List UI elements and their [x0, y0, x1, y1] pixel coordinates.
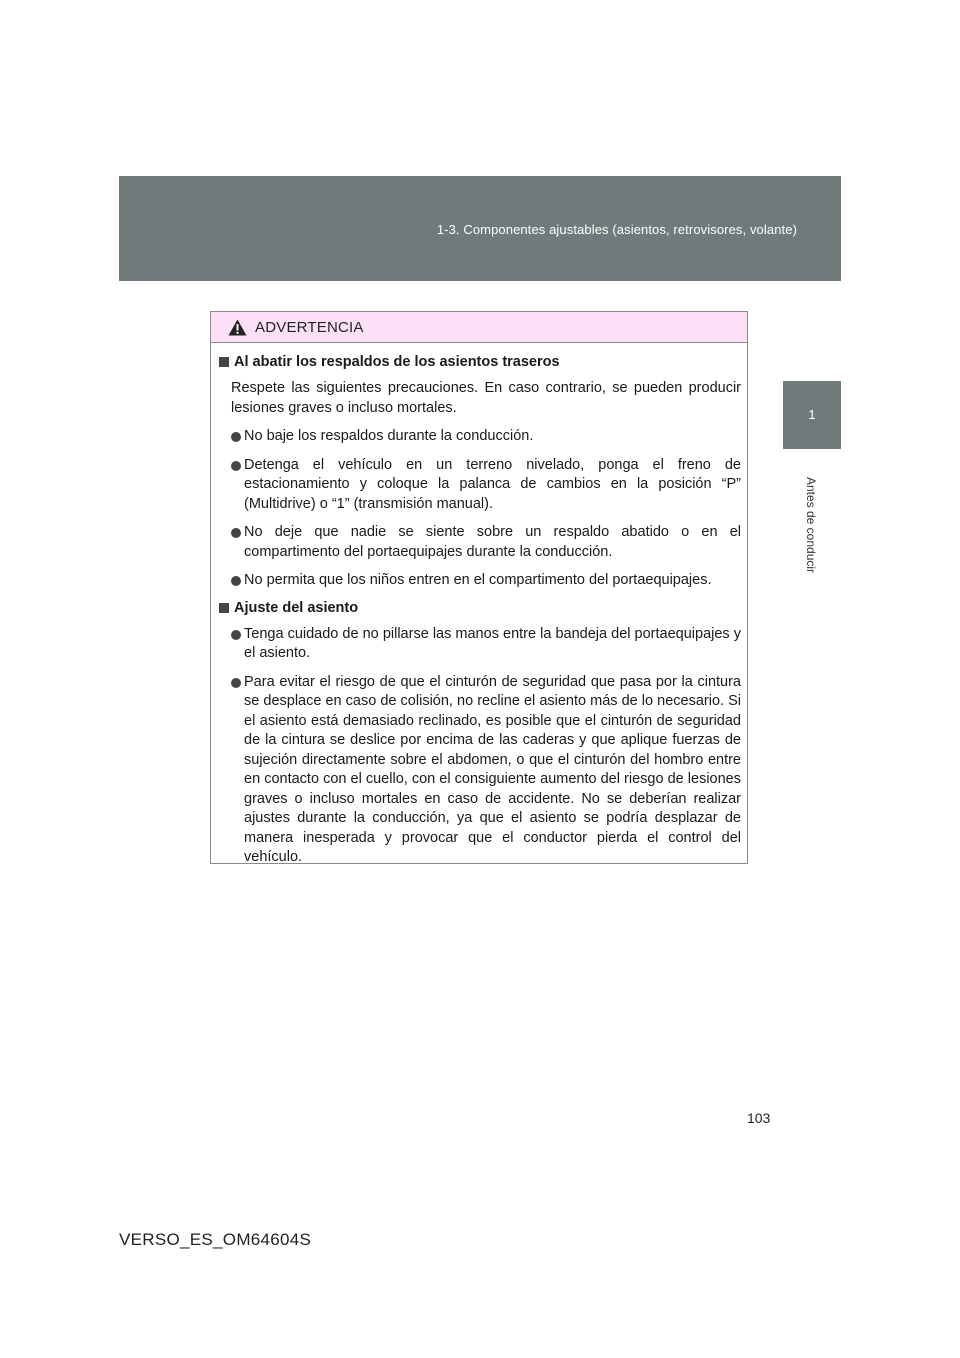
section-title-text: Al abatir los respaldos de los asientos traseros	[234, 354, 560, 370]
list-item-text: No deje que nadie se siente sobre un respaldo abatido o en el compartimento del portaequipajes durante la conducción.	[244, 524, 741, 560]
page-number: 103	[747, 1110, 771, 1126]
warning-triangle-icon	[228, 319, 247, 336]
list-item	[231, 673, 741, 868]
section-title	[219, 354, 741, 370]
section-title-text: Ajuste del asiento	[234, 599, 359, 616]
list-item-text: No permita que los niños entren en el compartimento del portaequipajes.	[244, 572, 712, 588]
round-bullet-icon	[231, 630, 241, 640]
list-item	[231, 427, 741, 447]
section-intro: Respete las siguientes precauciones. En caso contrario, se pueden producir lesiones graves o incluso mortales.	[231, 380, 741, 416]
warning-header	[211, 312, 747, 343]
round-bullet-icon	[231, 461, 241, 471]
round-bullet-icon	[231, 432, 241, 442]
list-item-text: Tenga cuidado de no pillarse las manos entre la bandeja del portaequipajes y el asiento.	[244, 625, 741, 661]
round-bullet-icon	[231, 576, 241, 586]
chapter-label-text: Antes de conducir	[804, 476, 818, 573]
round-bullet-icon	[231, 528, 241, 538]
chapter-label	[789, 467, 833, 582]
document-code: VERSO_ES_OM64604S	[119, 1230, 312, 1249]
list-item	[231, 625, 741, 664]
list-item-text: Detenga el vehículo en un terreno nivelado, ponga el freno de estacionamiento y coloque la palanca de cambios en la posición “P” (Multidrive) o “1” (transmisión manual).	[244, 456, 741, 512]
list-item	[231, 571, 741, 591]
header-band	[119, 176, 841, 281]
warning-box	[210, 311, 748, 864]
warning-title: ADVERTENCIA	[255, 318, 364, 336]
round-bullet-icon	[231, 678, 241, 688]
list-item	[231, 456, 741, 515]
square-bullet-icon	[219, 357, 229, 367]
square-bullet-icon	[219, 603, 229, 613]
section-title	[219, 600, 741, 616]
warning-body	[211, 343, 747, 868]
chapter-tab: 1	[783, 381, 841, 449]
list-item-text: No baje los respaldos durante la conducción.	[244, 428, 534, 444]
section-header: 1-3. Componentes ajustables (asientos, retrovisores, volante)	[436, 222, 797, 237]
list-item-text: Para evitar el riesgo de que el cinturón de seguridad que pasa por la cintura se desplace en caso de colisión, no recline el asiento más de lo necesario. Si el asiento está demasiado reclinado, es posible que el cinturón de seguridad de la cintura se deslice por encima de las caderas y que aplique fuerzas de sujeción directamente sobre el abdomen, o que el cinturón del hombro entre en contacto con el cuello, con el consiguiente aumento del riesgo de lesiones graves o incluso mortales en caso de accidente. No se deberían realizar ajustes durante la conducción, ya que el asiento se podría desplazar de manera inesperada y provocar que el conductor pierda el control del vehículo.	[244, 673, 741, 865]
list-item	[231, 523, 741, 562]
